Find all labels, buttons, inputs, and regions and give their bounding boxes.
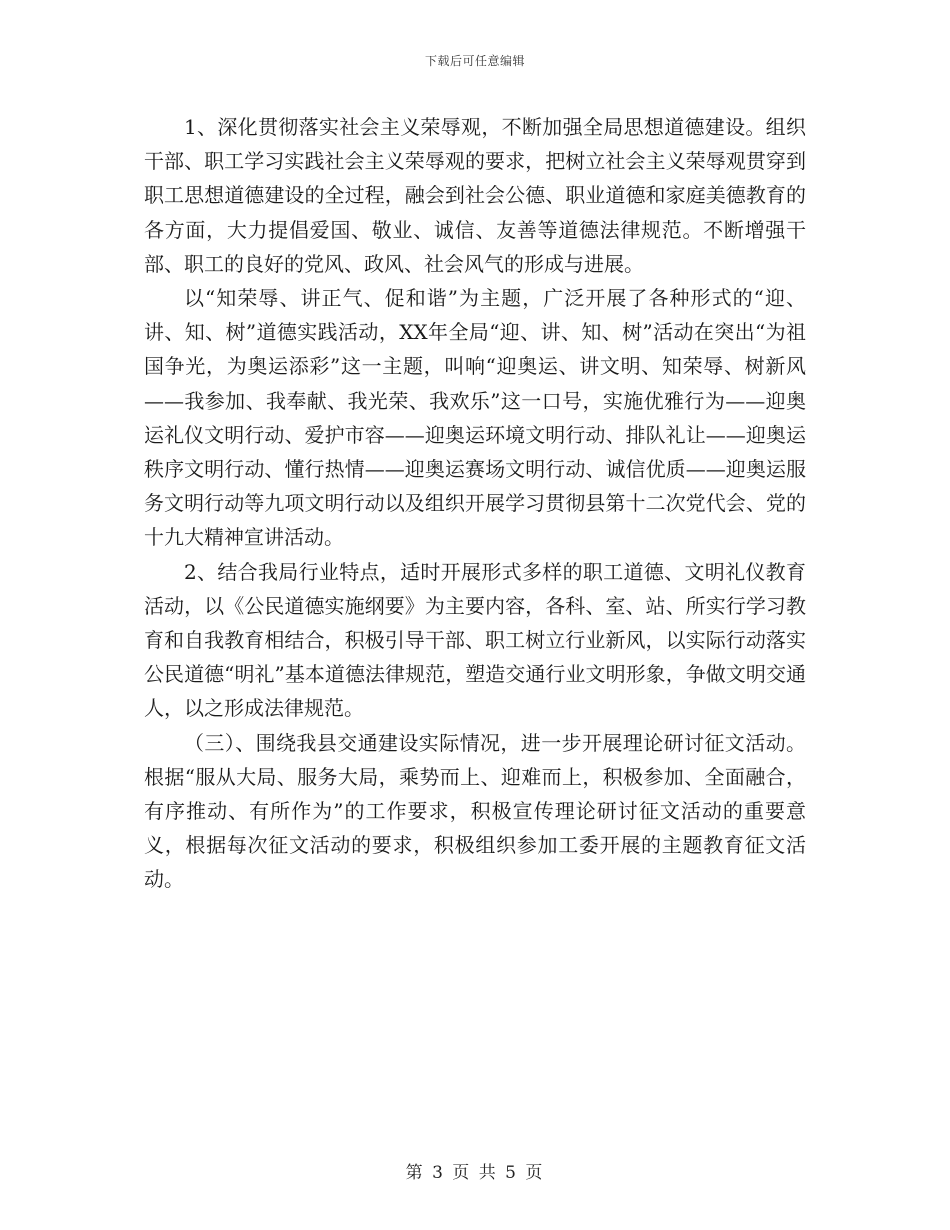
paragraph-3: 2、结合我局行业特点，适时开展形式多样的职工道德、文明礼仪教育活动，以《公民道德实施纲要》为主要内容，各科、室、站、所实行学习教育和自我教育相结合，积极引导干部、职工树立行业新风，以实际行动落实公民道德“明礼”基本道德法律规范，塑造交通行业文明形象，争做文明交通人，以之形成法律规范。 xyxy=(144,559,806,721)
paragraph-4: （三）、围绕我县交通建设实际情况，进一步开展理论研讨征文活动。根据“服从大局、服务大局，乘势而上、迎难而上，积极参加、全面融合，有序推动、有所作为”的工作要求，积极宣传理论研讨征文活动的重要意义，根据每次征文活动的要求，积极组织参加工委开展的主题教育征文活动。 xyxy=(144,730,806,892)
page-header-note: 下载后可任意编辑 xyxy=(424,54,525,68)
page-number: 第 3 页 共 5 页 xyxy=(405,1163,545,1183)
paragraph-1: 1、深化贯彻落实社会主义荣辱观，不断加强全局思想道德建设。组织干部、职工学习实践社会主义荣辱观的要求，把树立社会主义荣辱观贯穿到职工思想道德建设的全过程，融会到社会公德、职业道德和家庭美德教育的各方面，大力提倡爱国、敬业、诚信、友善等道德法律规范。不断增强干部、职工的良好的党风、政风、社会风气的形成与进展。 xyxy=(144,115,806,276)
paragraph-2: 以“知荣辱、讲正气、促和谐”为主题，广泛开展了各种形式的“迎、讲、知、树”道德实践活动，XX年全局“迎、讲、知、树”活动在突出“为祖国争光，为奥运添彩”这一主题，叫响“迎奥运、讲文明、知荣辱、树新风——我参加、我奉献、我光荣、我欢乐”这一口号，实施优雅行为——迎奥运礼仪文明行动、爱护市容——迎奥运环境文明行动、排队礼让——迎奥运秩序文明行动、懂行热情——迎奥运赛场文明行动、诚信优质——迎奥运服务文明行动等九项文明行动以及组织开展学习贯彻县第十二次党代会、党的十九大精神宣讲活动。 xyxy=(144,286,806,550)
document-body xyxy=(144,110,806,897)
